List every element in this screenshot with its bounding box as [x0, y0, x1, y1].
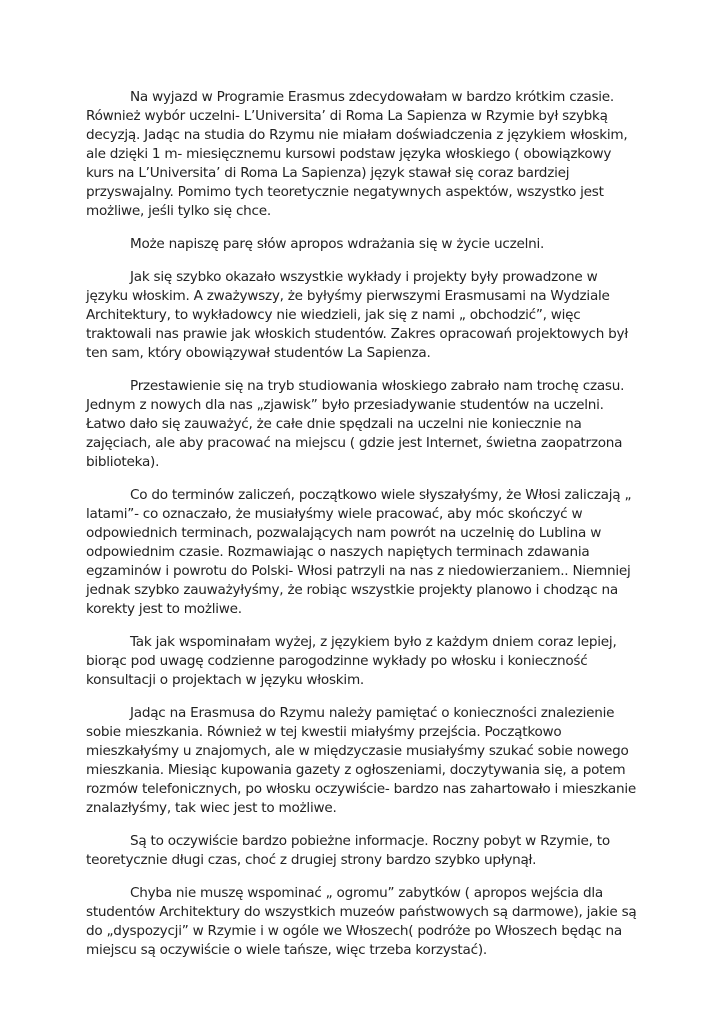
- paragraph: Może napiszę parę słów apropos wdrażania się w życie uczelni.: [130, 236, 545, 252]
- paragraph: Przestawienie się na tryb studiowania włoskiego zabrało nam trochę czasu. Jednym z nowych dla nas „zjawisk” było przesiadywanie studentów na uczelni. Łatwo dało się zauważyć, że całe dnie spędzali na uczelni nie koniecznie na zajęciach, ale aby pracować na miejscu ( gdzie jest Internet, świetna zaopatrzona biblioteka).: [86, 378, 625, 470]
- paragraph: Na wyjazd w Programie Erasmus zdecydowałam w bardzo krótkim czasie. Również wybór uczelni- L’Universita’ di Roma La Sapienza w Rzymie był szybką decyzją. Jadąc na studia do Rzymu nie miałam doświadczenia z językiem włoskim, ale dzięki 1 m- miesięcznemu kursowi podstaw języka włoskiego ( obowiązkowy kurs na L’Universita’ di Roma La Sapienza) język stawał się coraz bardziej przyswajalny. Pomimo tych teoretycznie negatywnych aspektów, wszystko jest możliwe, jeśli tylko się chce.: [86, 89, 628, 219]
- paragraph: Tak jak wspominałam wyżej, z językiem było z każdym dniem coraz lepiej, biorąc pod uwagę codzienne parogodzinne wykłady po włosku i konieczność konsultacji o projektach w języku włoskim.: [86, 634, 617, 688]
- paragraph: Jak się szybko okazało wszystkie wykłady i projekty były prowadzone w języku włoskim. A zważywszy, że byłyśmy pierwszymi Erasmusami na Wydziale Architektury, to wykładowcy nie wiedzieli, jak się z nami „ obchodzić”, więc traktowali nas prawie jak włoskich studentów. Zakres opracowań projektowych był ten sam, który obowiązywał studentów La Sapienza.: [86, 269, 628, 361]
- paragraph: Są to oczywiście bardzo pobieżne informacje. Roczny pobyt w Rzymie, to teoretycznie długi czas, choć z drugiej strony bardzo szybko upłynął.: [86, 833, 610, 868]
- paragraph: Chyba nie muszę wspominać „ ogromu” zabytków ( apropos wejścia dla studentów Architektury do wszystkich muzeów państwowych są darmowe), jakie są do „dyspozycji” w Rzymie i w ogóle we Włoszech( podróże po Włoszech będąc na miejscu są oczywiście o wiele tańsze, więc trzeba korzystać).: [86, 885, 637, 958]
- document-body: [86, 88, 642, 974]
- paragraph: Co do terminów zaliczeń, początkowo wiele słyszałyśmy, że Włosi zaliczają „ latami”- co oznaczało, że musiałyśmy wiele pracować, aby móc skończyć w odpowiednich terminach, pozwalających nam powrót na uczelnię do Lublina w odpowiednim czasie. Rozmawiając o naszych napiętych terminach zdawania egzaminów i powrotu do Polski- Włosi patrzyli na nas z niedowierzaniem.. Niemniej jednak szybko zauważyłyśmy, że robiąc wszystkie projekty planowo i chodząc na korekty jest to możliwe.: [86, 487, 632, 617]
- paragraph: Jadąc na Erasmusa do Rzymu należy pamiętać o konieczności znalezienie sobie mieszkania. Również w tej kwestii miałyśmy przejścia. Początkowo mieszkałyśmy u znajomych, ale w międzyczasie musiałyśmy szukać sobie nowego mieszkania. Miesiąc kupowania gazety z ogłoszeniami, doczytywania się, a potem rozmów telefonicznych, po włosku oczywiście- bardzo nas zahartowało i mieszkanie znalazłyśmy, tak wiec jest to możliwe.: [86, 705, 636, 816]
